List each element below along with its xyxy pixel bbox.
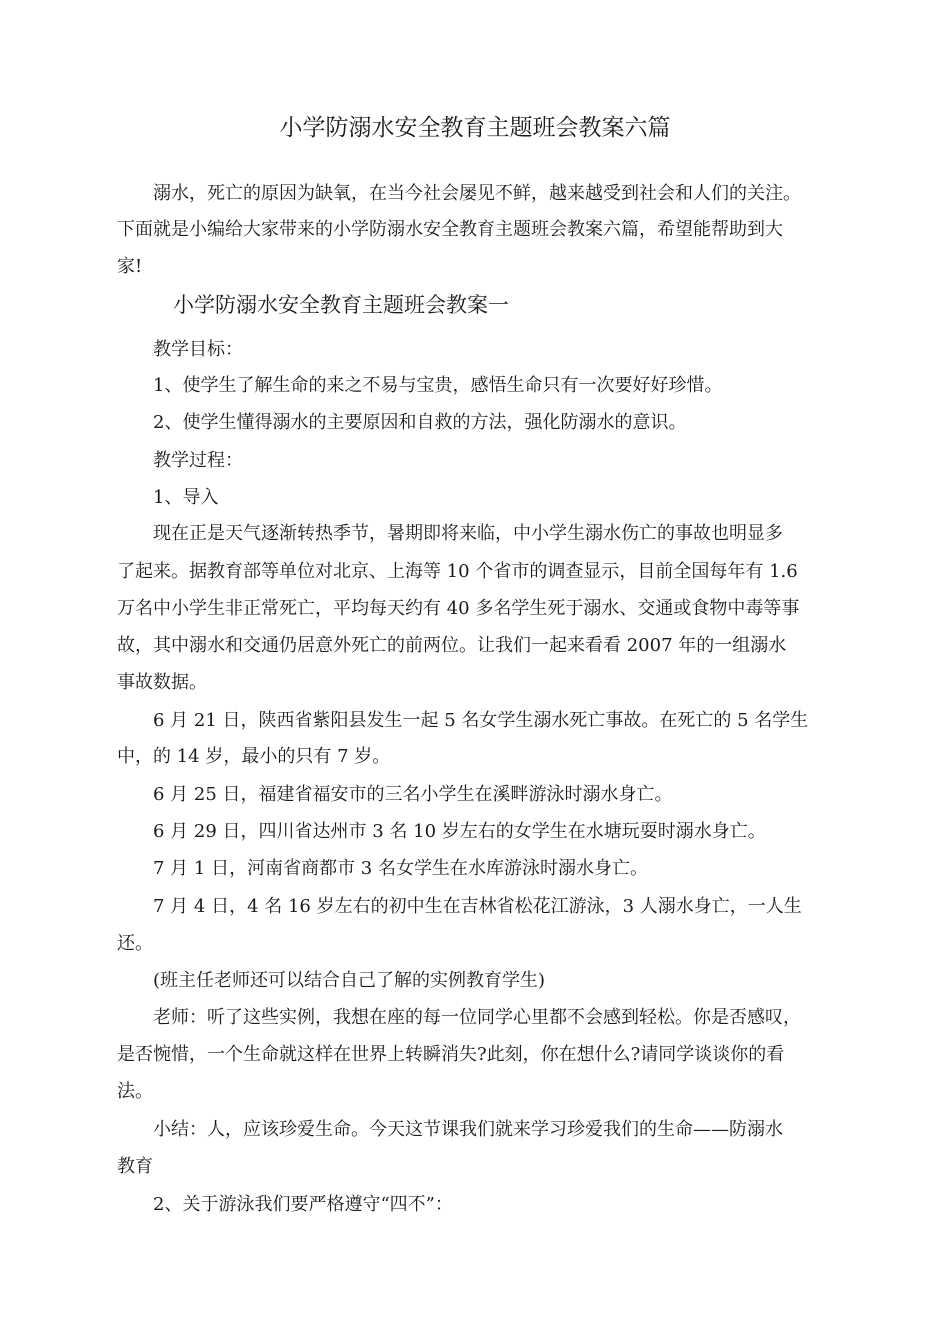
- para-1-line-5: 事故数据。: [117, 672, 207, 693]
- case-5-line-2: 还。: [117, 933, 153, 954]
- teacher-line-1: 老师：听了这些实例，我想在座的每一位同学心里都不会感到轻松。你是否感叹，: [153, 1007, 801, 1028]
- summary-line-2: 教育: [117, 1156, 153, 1177]
- goals-label: 教学目标：: [153, 339, 243, 360]
- step-1: 1、导入: [153, 487, 219, 508]
- goal-2: 2、使学生懂得溺水的主要原因和自救的方法，强化防溺水的意识。: [153, 412, 687, 433]
- document-title: 小学防溺水安全教育主题班会教案六篇: [279, 115, 671, 141]
- intro-line-2: 下面就是小编给大家带来的小学防溺水安全教育主题班会教案六篇，希望能帮助到大: [117, 219, 783, 240]
- case-3: 6 月 29 日，四川省达州市 3 名 10 岁左右的女学生在水塘玩耍时溺水身亡。: [153, 821, 766, 842]
- para-1-line-1: 现在正是天气逐渐转热季节，暑期即将来临，中小学生溺水伤亡的事故也明显多: [153, 523, 783, 544]
- summary-line-1: 小结：人，应该珍爱生命。今天这节课我们就来学习珍爱我们的生命——防溺水: [153, 1119, 783, 1140]
- case-5-line-1: 7 月 4 日，4 名 16 岁左右的初中生在吉林省松花江游泳，3 人溺水身亡，一人生: [153, 896, 802, 917]
- para-1-line-4: 故，其中溺水和交通仍居意外死亡的前两位。让我们一起来看看 2007 年的一组溺水: [117, 635, 787, 656]
- goal-1: 1、使学生了解生命的来之不易与宝贵，感悟生命只有一次要好好珍惜。: [153, 375, 723, 396]
- case-4: 7 月 1 日，河南省商都市 3 名女学生在水库游泳时溺水身亡。: [153, 858, 648, 879]
- para-1-line-2: 了起来。据教育部等单位对北京、上海等 10 个省市的调查显示，目前全国每年有 1.6: [117, 561, 798, 582]
- intro-line-3: 家!: [117, 256, 143, 277]
- section-title: 小学防溺水安全教育主题班会教案一: [173, 293, 509, 317]
- step-2: 2、关于游泳我们要严格遵守“四不”：: [153, 1194, 453, 1215]
- teacher-line-3: 法。: [117, 1081, 153, 1102]
- process-label: 教学过程：: [153, 450, 243, 471]
- case-1-line-2: 中，的 14 岁，最小的只有 7 岁。: [117, 746, 391, 767]
- teacher-note: (班主任老师还可以结合自己了解的实例教育学生): [153, 970, 546, 991]
- case-1-line-1: 6 月 21 日，陕西省紫阳县发生一起 5 名女学生溺水死亡事故。在死亡的 5 名学生: [153, 710, 809, 731]
- intro-line-1: 溺水，死亡的原因为缺氧，在当今社会屡见不鲜，越来越受到社会和人们的关注。: [153, 183, 801, 204]
- teacher-line-2: 是否惋惜，一个生命就这样在世界上转瞬消失?此刻，你在想什么?请同学谈谈你的看: [117, 1044, 785, 1065]
- case-2: 6 月 25 日，福建省福安市的三名小学生在溪畔游泳时溺水身亡。: [153, 784, 673, 805]
- para-1-line-3: 万名中小学生非正常死亡，平均每天约有 40 多名学生死于溺水、交通或食物中毒等事: [117, 598, 800, 619]
